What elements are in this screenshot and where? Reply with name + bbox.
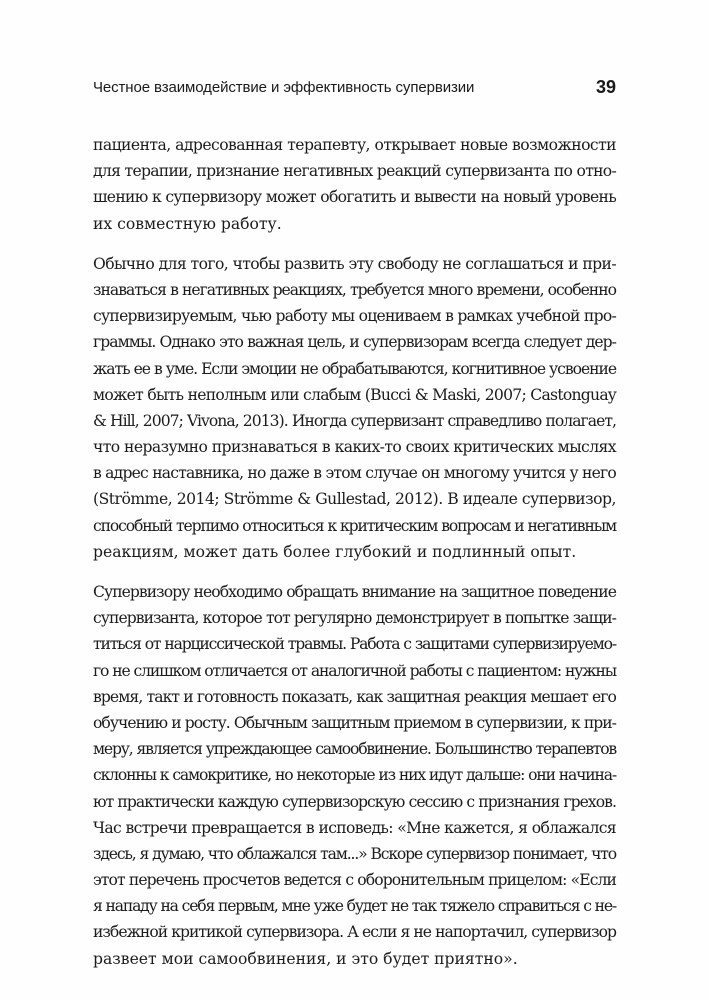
text-line: титься от нарциссической травмы. Работа с защитами супервизируемо- [93, 635, 616, 654]
text-line: Час встречи превращается в исповедь: «Мне кажется, я облажался [93, 818, 616, 837]
text-line: я нападу на себя первым, мне уже будет не так тяжело справиться с не- [93, 897, 616, 916]
text-line: Супервизору необходимо обращать внимание на защитное поведение [93, 583, 616, 601]
text-line: способный терпимо относиться к критическим вопросам и негативным [93, 516, 616, 535]
text-line: супервизируемым, чью работу мы оцениваем в рамках учебной про- [93, 307, 616, 326]
text-line: реакциям, может дать более глубокий и подлинный опыт. [93, 542, 577, 561]
text-line: (Strömme, 2014; Strömme & Gullestad, 2012). В идеале супервизор, [93, 490, 616, 509]
text-line: склонны к самокритике, но некоторые из них идут дальше: они начина- [93, 766, 616, 785]
text-line: может быть неполным или слабым (Bucci & Maski, 2007; Castonguay [93, 385, 616, 404]
paragraph-3 [93, 579, 616, 972]
text-line: жать ее в уме. Если эмоции не обрабатываются, когнитивное усвоение [93, 359, 616, 378]
page-number: 39 [595, 77, 616, 97]
text-line: для терапии, признание негативных реакций супервизанта по отно- [93, 162, 616, 181]
text-line: развеет мои самообвинения, и это будет приятно». [93, 949, 518, 968]
text-line: их совместную работу. [93, 214, 282, 233]
paragraph-2 [93, 251, 616, 565]
text-line: в адрес наставника, но даже в этом случае он многому учится у него [93, 464, 616, 483]
text-line: ют практически каждую супервизорскую сессию с признания грехов. [93, 792, 616, 811]
text-line: что неразумно признаваться в каких-то своих критических мыслях [93, 438, 616, 457]
text-line: шению к супервизору может обогатить и вывести на новый уровень [93, 188, 616, 207]
text-line: & Hill, 2007; Vivona, 2013). Иногда супервизант справедливо полагает, [93, 411, 616, 430]
text-line: пациента, адресованная терапевту, открывает новые возможности [93, 136, 616, 154]
text-line: го не слишком отличается от аналогичной работы с пациентом: нужны [93, 661, 616, 680]
paragraph-1 [93, 132, 616, 237]
text-line: Обычно для того, чтобы развить эту свободу не соглашаться и при- [93, 254, 616, 273]
text-line: меру, является упреждающее самообвинение. Большинство терапевтов [93, 740, 616, 759]
text-line: время, такт и готовность показать, как защитная реакция мешает его [93, 687, 616, 706]
text-line: избежной критикой супервизора. А если я не напортачил, супервизор [93, 923, 616, 942]
text-line: граммы. Однако это важная цель, и супервизорам всегда следует дер- [93, 333, 616, 352]
text-line: здесь, я думаю, что облажался там...» Вскоре супервизор понимает, что [93, 844, 616, 863]
text-line: этот перечень просчетов ведется с оборонительным прицелом: «Если [93, 871, 616, 890]
running-header [93, 77, 616, 99]
text-line: обучению и росту. Обычным защитным приемом в супервизии, к при- [93, 713, 616, 732]
text-line: знаваться в негативных реакциях, требуется много времени, особенно [93, 280, 616, 299]
text-line: супервизанта, которое тот регулярно демонстрирует в попытке защи- [93, 609, 616, 628]
body-text [93, 132, 616, 986]
running-title: Честное взаимодействие и эффективность супервизии [93, 79, 475, 96]
